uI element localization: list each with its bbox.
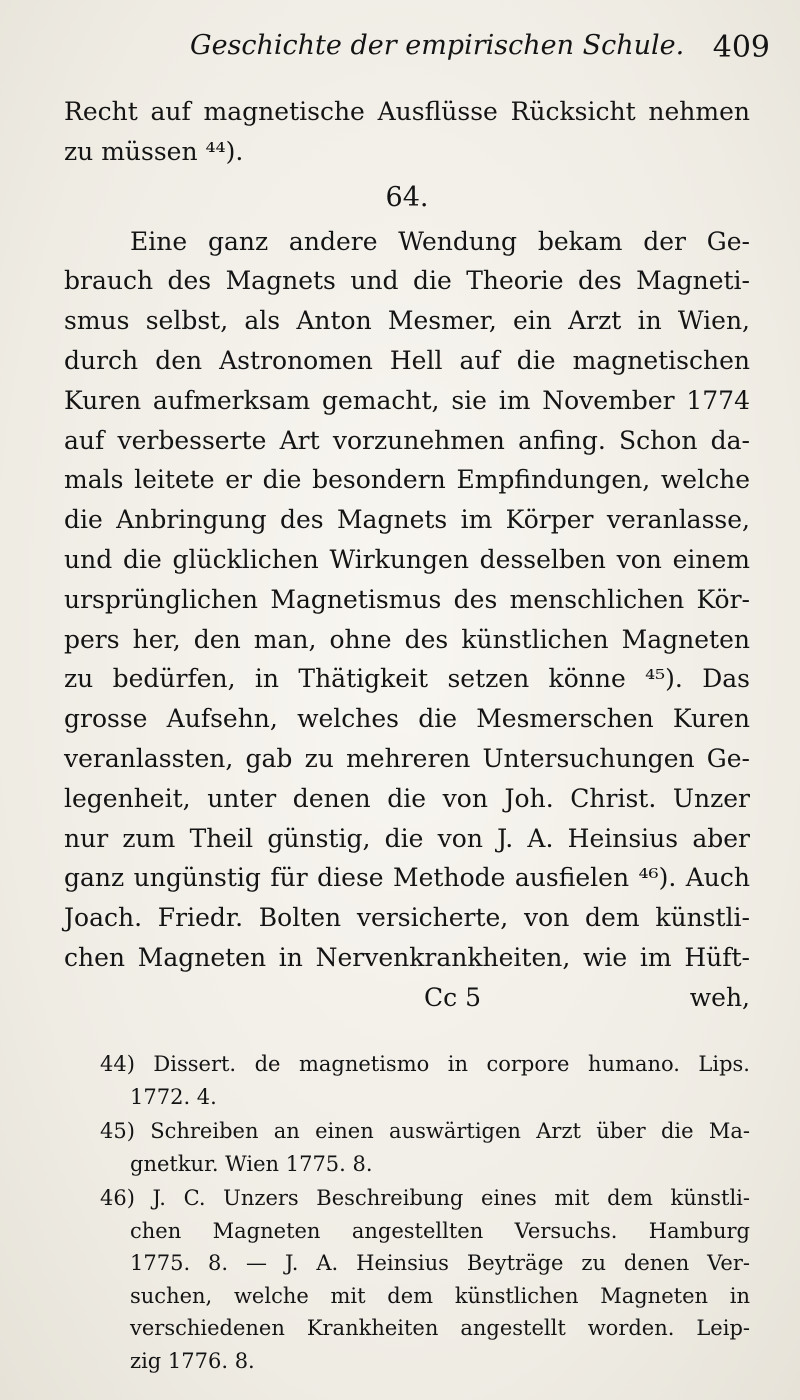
footnote-line: zig 1776. 8. xyxy=(130,1348,255,1373)
text-line: Recht auf magnetische Ausflüsse Rücksicht nehmen xyxy=(64,97,750,126)
page-number: 409 xyxy=(712,30,770,65)
text-line: und die glücklichen Wirkungen desselben von einem xyxy=(64,544,750,574)
footnote-45 xyxy=(100,1115,750,1180)
footnote-line: 1772. 4. xyxy=(130,1084,217,1109)
footnote-line: 46) J. C. Unzers Beschreibung eines mit dem künstli- xyxy=(100,1186,750,1210)
text-line: nur zum Theil günstig, die von J. A. Heinsius aber xyxy=(64,823,750,853)
footnote-line: 44) Dissert. de magnetismo in corpore humano. Lips. xyxy=(100,1052,750,1076)
text-line: Eine ganz andere Wendung bekam der Ge- xyxy=(130,226,750,256)
text-line: brauch des Magnets und die Theorie des Magneti- xyxy=(64,266,750,296)
text-line: durch den Astronomen Hell auf die magnetischen xyxy=(64,345,750,375)
text-line: grosse Aufsehn, welches die Mesmerschen Kuren xyxy=(64,704,750,734)
footnote-line: gnetkur. Wien 1775. 8. xyxy=(130,1151,373,1176)
footnote-line: 1775. 8. — J. A. Heinsius Beyträge zu denen Ver- xyxy=(130,1251,750,1275)
text-line: Joach. Friedr. Bolten versicherte, von dem künstli- xyxy=(64,903,750,933)
text-line: auf verbesserte Art vorzunehmen anfing. Schon da- xyxy=(64,425,750,455)
text-line: smus selbst, als Anton Mesmer, ein Arzt in Wien, xyxy=(64,306,750,336)
text-line: legenheit, unter denen die von Joh. Christ. Unzer xyxy=(64,783,750,813)
signature-mark: Cc 5 xyxy=(424,982,481,1012)
signature-line xyxy=(64,978,750,1018)
footnote-line: chen Magneten angestellten Versuchs. Hamburg xyxy=(130,1218,750,1243)
footnote-44 xyxy=(100,1048,750,1113)
footnote-line: verschiedenen Krankheiten angestellt worden. Leip- xyxy=(130,1316,750,1340)
text-line: chen Magneten in Nervenkrankheiten, wie im Hüft- xyxy=(64,942,750,972)
text-line: zu müssen ⁴⁴). xyxy=(64,136,244,166)
footnotes xyxy=(100,1048,750,1379)
page-header xyxy=(190,30,770,70)
running-title: Geschichte der empirischen Schule. xyxy=(190,30,685,61)
text-line: pers her, den man, ohne des künstlichen Magneten xyxy=(64,624,750,654)
section-number: 64. xyxy=(385,181,429,213)
text-line: ursprünglichen Magnetismus des menschlichen Kör- xyxy=(64,584,750,614)
main-text xyxy=(64,92,750,1018)
footnote-line: 45) Schreiben an einen auswärtigen Arzt über die Ma- xyxy=(100,1119,750,1143)
text-line: die Anbringung des Magnets im Körper veranlasse, xyxy=(64,505,750,535)
footnote-46 xyxy=(100,1182,750,1377)
text-line: zu bedürfen, in Thätigkeit setzen könne ⁴⁵). Das xyxy=(64,664,750,694)
text-line: mals leitete er die besondern Empfindungen, welche xyxy=(64,465,750,495)
footnote-line: suchen, welche mit dem künstlichen Magneten in xyxy=(130,1283,750,1308)
text-line: ganz ungünstig für diese Methode ausfielen ⁴⁶). Auch xyxy=(64,863,750,893)
text-line: Kuren aufmerksam gemacht, sie im November 1774 xyxy=(64,385,750,415)
catchword: weh, xyxy=(689,982,750,1012)
text-line: veranlassten, gab zu mehreren Untersuchungen Ge- xyxy=(64,743,750,773)
